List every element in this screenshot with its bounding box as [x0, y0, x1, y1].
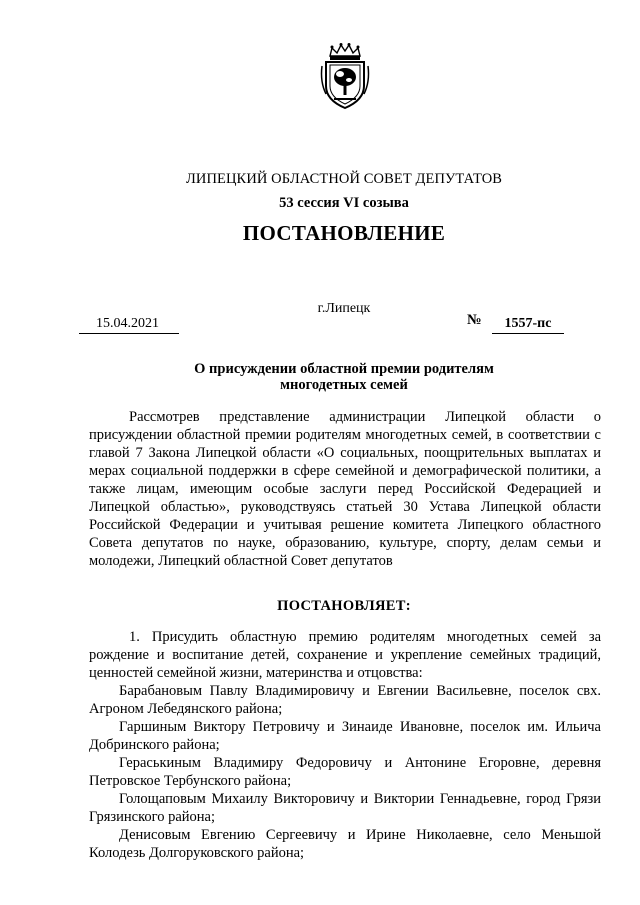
recipient-2: Гаршиным Виктору Петровичу и Зинаиде Ивановне, поселок им. Ильича Добринского района; — [89, 719, 601, 753]
council-name: ЛИПЕЦКИЙ ОБЛАСТНОЙ СОВЕТ ДЕПУТАТОВ — [185, 171, 503, 187]
document-date: 15.04.2021 — [79, 316, 179, 334]
document-number: 1557-пс — [492, 316, 564, 334]
coat-of-arms-icon — [318, 42, 372, 110]
document-type: ПОСТАНОВЛЕНИЕ — [242, 221, 446, 245]
session-label: 53 сессия VI созыва — [279, 195, 409, 211]
subject-line-2: многодетных семей — [280, 377, 408, 393]
subject-line-1: О присуждении областной премии родителям — [194, 361, 494, 377]
preamble-paragraph: Рассмотрев представление администрации Липецкой области о присуждении областной премии родителям многодетных семей, в соответствии с главой 7 Закона Липецкой области «О социальных, поощрительных выплатах и мерах социальной поддержки в сфере семейной и демографической политики, а также лицам, имеющим особые заслуги перед Российской Федерацией и Липецкой областью», руководствуясь статьей 30 Устава Липецкой области Российской Федерации и учитывая решение комитета Липецкого областного Совета депутатов по науке, образованию, культуре, спорту, делам семьи и молодежи, Липецкий областной Совет депутатов — [89, 409, 601, 569]
recipient-5: Денисовым Евгению Сергеевичу и Ирине Николаевне, село Меньшой Колодезь Долгоруковского района; — [89, 827, 601, 861]
resolves-heading: ПОСТАНОВЛЯЕТ: — [277, 598, 411, 614]
item-1-intro: 1. Присудить областную премию родителям многодетных семей за рождение и воспитание детей, сохранение и укрепление семейных традиций, ценностей семейной жизни, материнства и отцовства: — [89, 629, 601, 681]
recipient-1: Барабановым Павлу Владимировичу и Евгении Васильевне, поселок свх. Агроном Лебедянского района; — [89, 683, 601, 717]
resolution-items — [89, 628, 601, 862]
city: г.Липецк — [317, 301, 371, 316]
document-subject — [0, 361, 640, 393]
recipient-3: Гераськиным Владимиру Федоровичу и Антонине Егоровне, деревня Петровское Тербунского района; — [89, 755, 601, 789]
recipient-4: Голощаповым Михаилу Викторовичу и Виктории Геннадьевне, город Грязи Грязинского района; — [89, 791, 601, 825]
number-sign: № — [467, 312, 482, 328]
